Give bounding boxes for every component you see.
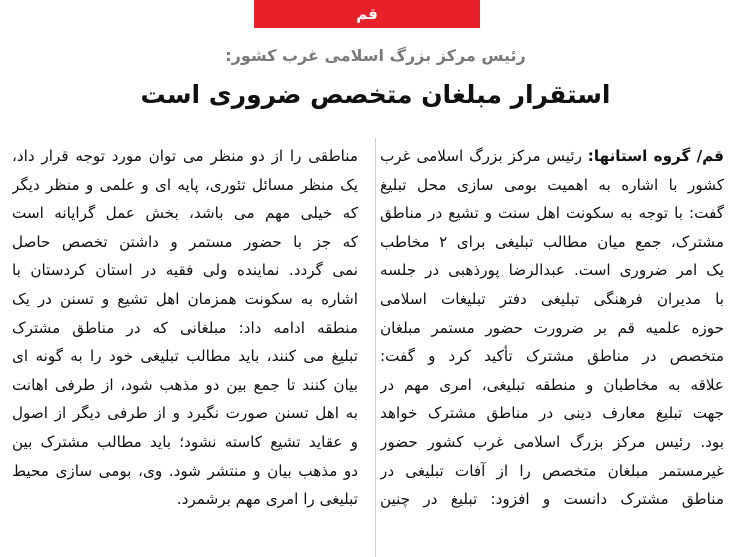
article-lead: رئیس مرکز بزرگ اسلامی غرب کشور:: [225, 46, 526, 65]
body-line: که جز با حضور مستمر و داشتن تخصص حاصل: [12, 232, 358, 251]
body-line: یک منظر مسائل تئوری، پایه ای و علمی و منظر دیگر: [12, 175, 358, 194]
body-line: غیرمستمر مبلغان متخصص را از آفات تبلیغی در: [380, 461, 724, 480]
body-line: گفت: با توجه به سکونت اهل سنت و تشیع در مناطق: [380, 204, 724, 223]
body-line: جهت تبلیغ معارف دینی در مناطق مشترک خواهد: [380, 404, 724, 423]
body-line: اشاره به سکونت همزمان اهل تشیع و تسنن در یک: [12, 289, 358, 308]
body-line: منطقه ادامه داد: مبلغانی که در مناطق مشترک: [12, 318, 358, 337]
body-line: تبلیغ می کنند، باید مطالب تبلیغی خود را به گونه ای: [12, 347, 358, 366]
body-line: علاقه به مخاطبان و منطقه تبلیغی، امری مهم در: [380, 375, 724, 394]
body-line: مشترک، جمع میان مطالب تبلیغی برای ۲ مخاطب: [380, 232, 724, 251]
body-line: تبلیغی را امری مهم برشمرد.: [176, 490, 358, 509]
body-line: حوزه علمیه قم بر ضرورت حضور مستمر مبلغان: [380, 318, 724, 337]
body-line: و عقاید تشیع کاسته نشود؛ باید مطالب مشترک بین: [12, 432, 358, 451]
article-column-right: [380, 142, 724, 514]
body-line: بود. رئیس مرکز بزرگ اسلامی غرب کشور حضور: [380, 432, 724, 451]
body-line: بیان کنند تا جمع بین دو مذهب شود، از طرفی اهانت: [12, 375, 358, 394]
column-divider: [375, 138, 376, 557]
body-line: به اهل تسنن صورت نگیرد و از طرفی دیگر از اصول: [12, 404, 358, 423]
body-line: که خیلی مهم می باشد، بخش عمل گرایانه است: [12, 204, 358, 223]
body-line: متخصص در مناطق مشترک تأکید کرد و گفت:: [380, 347, 724, 366]
body-line: با مدیران فرهنگی تبلیغی دفتر تبلیغات اسلامی: [380, 289, 724, 308]
body-line: نمی گردد. نماینده ولی فقیه در استان کردستان با: [12, 261, 358, 280]
body-line: مناطقی را از دو منظر می توان مورد توجه قرار داد،: [12, 147, 358, 165]
body-line: قم/ گروه استانها: رئیس مرکز بزرگ اسلامی غرب: [380, 147, 724, 165]
article-headline: استقرار مبلغان متخصص ضروری است: [140, 80, 611, 109]
article-column-left: [12, 142, 358, 514]
body-line: کشور با اشاره به اهمیت بومی سازی محل تبلیغ: [380, 175, 724, 194]
body-line: یک امر ضروری است. عبدالرضا پورذهبی در جلسه: [380, 261, 724, 280]
section-tag: قم: [254, 0, 480, 28]
dateline: قم/ گروه استانها:: [587, 147, 724, 165]
body-line: دو مذهب بیان و منتشر شود. وی، بومی سازی محیط: [12, 461, 358, 480]
body-line: مناطق مشترک دانست و افزود: تبلیغ در چنین: [380, 490, 724, 509]
